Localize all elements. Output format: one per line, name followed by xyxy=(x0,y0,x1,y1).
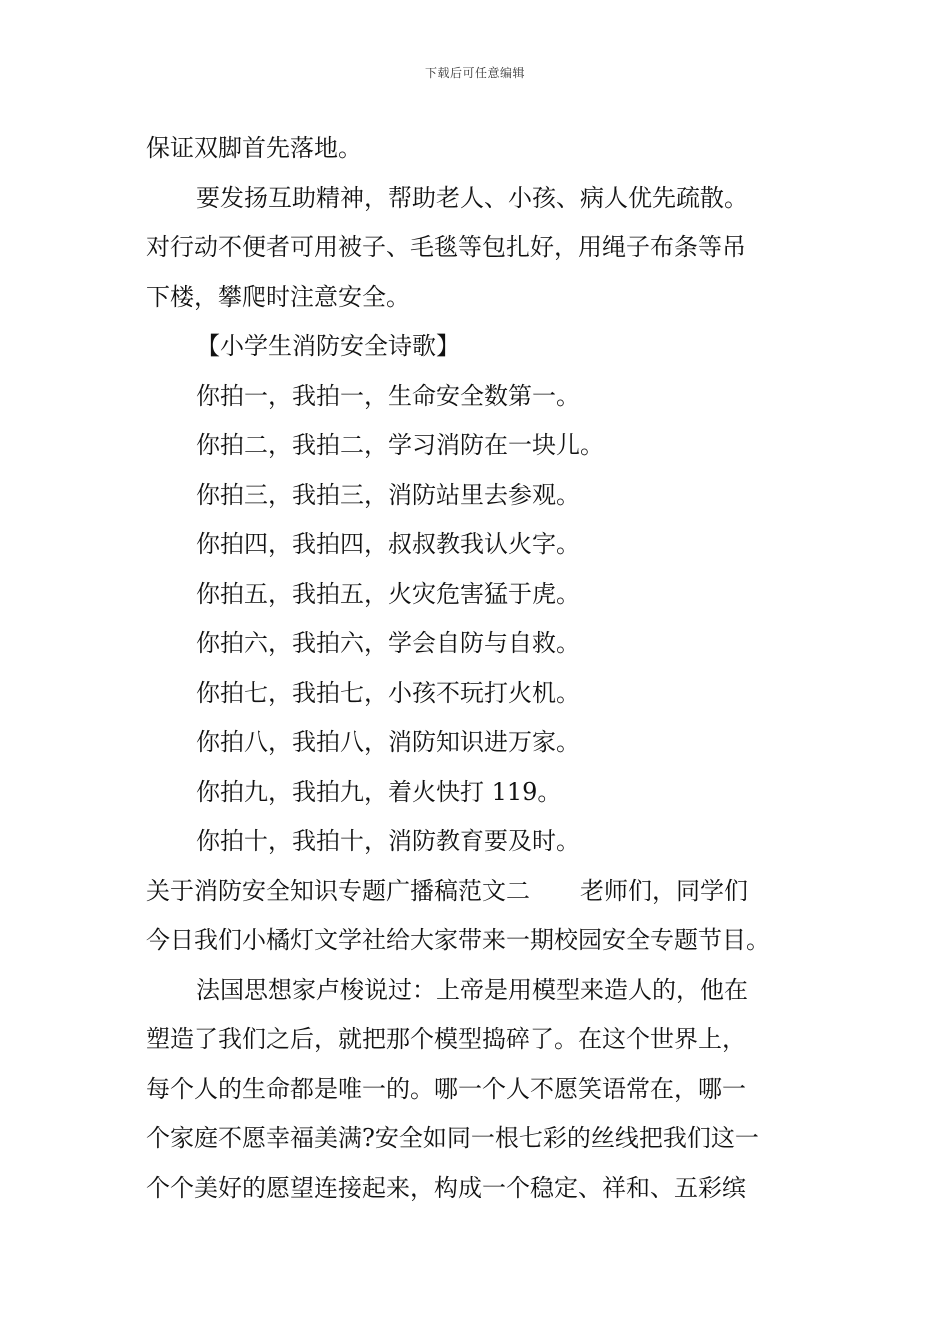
poem-title: 【小学生消防安全诗歌】 xyxy=(196,332,460,360)
section-heading-line xyxy=(146,867,810,917)
text-line: 下楼，攀爬时注意安全。 xyxy=(146,282,410,311)
document-body xyxy=(146,124,810,1213)
poem-line: 你拍二，我拍二，学习消防在一块儿。 xyxy=(196,431,604,459)
poem-line: 你拍八，我拍八，消防知识进万家。 xyxy=(196,728,580,756)
text-line: 法国思想家卢梭说过：上帝是用模型来造人的，他在 xyxy=(196,975,748,1004)
text-line: 今日我们小橘灯文学社给大家带来一期校园安全专题节目。 xyxy=(146,926,770,954)
text-line: 个个美好的愿望连接起来，构成一个稳定、祥和、五彩缤 xyxy=(146,1173,746,1202)
poem-line: 你拍三，我拍三，消防站里去参观。 xyxy=(196,480,580,509)
poem-line: 你拍五，我拍五，火灾危害猛于虎。 xyxy=(196,579,580,608)
poem-line: 你拍十，我拍十，消防教育要及时。 xyxy=(196,827,580,855)
text-line: 保证双脚首先落地。 xyxy=(146,134,362,162)
poem-line: 你拍九，我拍九，着火快打 119。 xyxy=(196,777,562,806)
text-line: 塑造了我们之后，就把那个模型捣碎了。在这个世界上， xyxy=(146,1025,746,1053)
section-heading: 关于消防安全知识专题广播稿范文二 xyxy=(146,876,530,905)
poem-line: 你拍六，我拍六，学会自防与自救。 xyxy=(196,629,580,657)
page-header: 下载后可任意编辑 xyxy=(424,66,525,80)
text-line: 个家庭不愿幸福美满?安全如同一根七彩的丝线把我们这一 xyxy=(146,1124,759,1152)
poem-line: 你拍七，我拍七，小孩不玩打火机。 xyxy=(196,678,580,707)
text-line: 对行动不便者可用被子、毛毯等包扎好，用绳子布条等吊 xyxy=(146,233,746,261)
greeting: 老师们，同学们 xyxy=(580,876,748,905)
poem-line: 你拍四，我拍四，叔叔教我认火字。 xyxy=(196,530,580,558)
text-line: 每个人的生命都是唯一的。哪一个人不愿笑语常在，哪一 xyxy=(146,1074,746,1103)
poem-line: 你拍一，我拍一，生命安全数第一。 xyxy=(196,381,580,410)
text-line: 要发扬互助精神，帮助老人、小孩、病人优先疏散。 xyxy=(196,183,748,212)
